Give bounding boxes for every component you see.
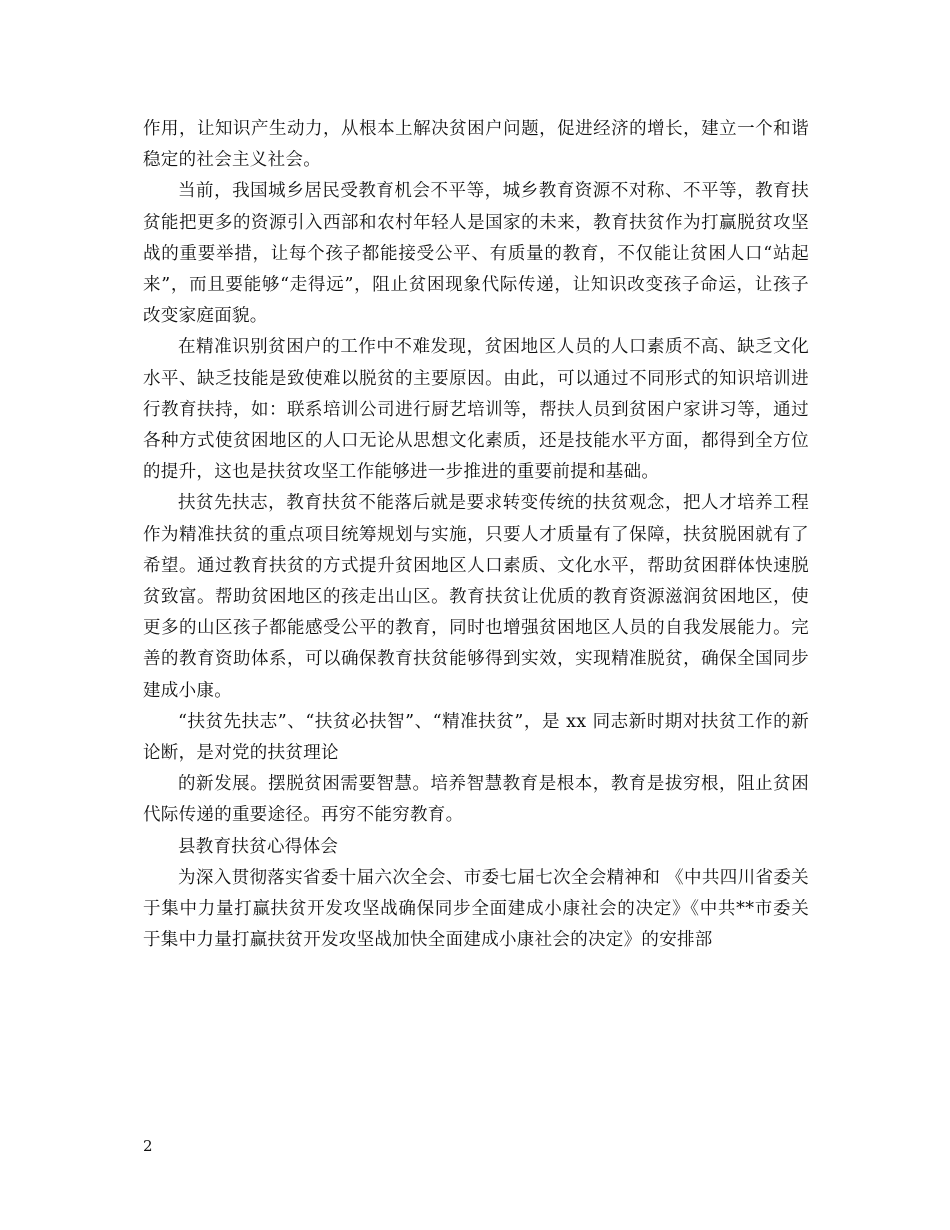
section-heading: 县教育扶贫心得体会 [178,836,339,857]
paragraph-continuation: 作用，让知识产生动力，从根本上解决贫困户问题，促进经济的增长，建立一个和谐稳定的社会主义社会。 [143,119,809,171]
paragraph-slogans: “扶贫先扶志”、“扶贫必扶智”、“精准扶贫”，是 xx 同志新时期对扶贫工作的新论断，是对党的扶贫理论 [143,711,809,764]
body-text [143,114,809,956]
paragraph-implementation: 为深入贯彻落实省委十届六次全会、市委七届七次全会精神和 《中共四川省委关于集中力量打赢扶贫开发攻坚战确保同步全面建成小康社会的决定》《中共**市委关于集中力量打赢扶贫开发攻坚战加快全面建成小康社会的决定》的安排部 [143,867,809,951]
paragraph-aspiration-first: 扶贫先扶志，教育扶贫不能落后就是要求转变传统的扶贫观念，把人才培养工程作为精准扶贫的重点项目统筹规划与实施，只要人才质量有了保障，扶贫脱困就有了希望。通过教育扶贫的方式提升贫困地区人口素质、文化水平，帮助贫困群体快速脱贫致富。帮助贫困地区的孩走出山区。教育扶贫让优质的教育资源滋润贫困地区，使更多的山区孩子都能感受公平的教育，同时也增强贫困地区人员的自我发展能力。完善的教育资助体系，可以确保教育扶贫能够得到实效，实现精准脱贫，确保全国同步建成小康。 [143,493,809,701]
paragraph-new-development: 的新发展。摆脱贫困需要智慧。培养智慧教育是根本，教育是拔穷根，阻止贫困代际传递的重要途径。再穷不能穷教育。 [143,774,809,826]
paragraph-education-equality: 当前，我国城乡居民受教育机会不平等，城乡教育资源不对称、不平等，教育扶贫能把更多的资源引入西部和农村年轻人是国家的未来，教育扶贫作为打赢脱贫攻坚战的重要举措，让每个孩子都能接受公平、有质量的教育，不仅能让贫困人口“站起来”，而且要能够“走得远”，阻止贫困现象代际传递，让知识改变孩子命运，让孩子改变家庭面貌。 [143,181,809,327]
paragraph-precise-identification: 在精准识别贫困户的工作中不难发现，贫困地区人员的人口素质不高、缺乏文化水平、缺乏技能是致使难以脱贫的主要原因。由此，可以通过不同形式的知识培训进行教育扶持，如：联系培训公司进行厨艺培训等，帮扶人员到贫困户家讲习等，通过各种方式使贫困地区的人口无论从思想文化素质，还是技能水平方面，都得到全方位的提升，这也是扶贫攻坚工作能够进一步推进的重要前提和基础。 [143,337,809,483]
page-number: 2 [143,1137,153,1155]
